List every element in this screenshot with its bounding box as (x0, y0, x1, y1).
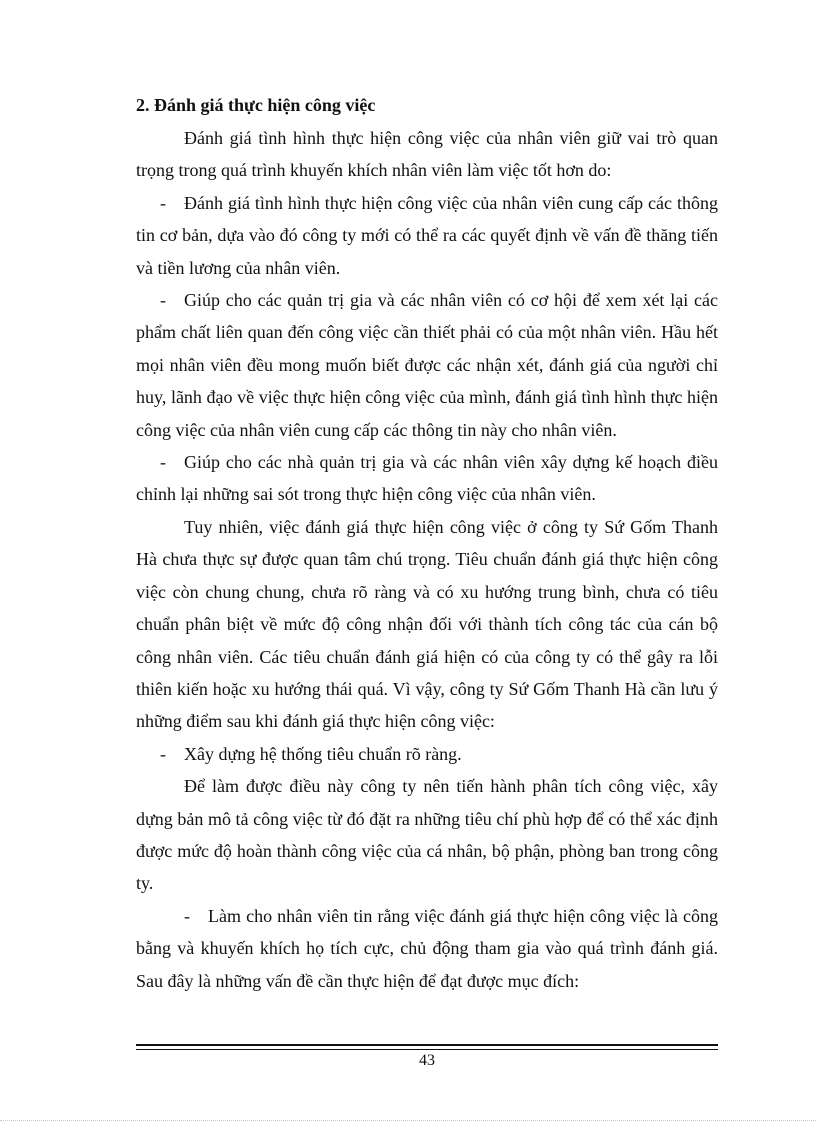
bullet-item (136, 187, 718, 284)
bullet-text: Xây dựng hệ thống tiêu chuẩn rõ ràng. (184, 743, 462, 764)
page-number: 43 (419, 1052, 435, 1069)
bullet-item (136, 446, 718, 511)
section-heading: 2. Đánh giá thực hiện công việc (136, 95, 376, 115)
bullet-dash: - (160, 743, 166, 764)
bullet-dash: - (160, 452, 166, 473)
bullet-text: Làm cho nhân viên tin rằng việc đánh giá thực hiện công việc là công bằng và khuyến khích họ tích cực, chủ động tham gia vào quá trình đánh giá. Sau đây là những vấn đề cần thực hiện để đạt được mục đích: (136, 905, 718, 991)
bullet-dash: - (160, 290, 166, 311)
bullet-text: Giúp cho các quản trị gia và các nhân viên có cơ hội để xem xét lại các phẩm chất liên quan đến công việc cần thiết phải có của một nhân viên. Hầu hết mọi nhân viên đều mong muốn biết được các nhận xét, đánh giá của người chỉ huy, lãnh đạo về việc thực hiện công việc của mình, đánh giá tình hình thực hiện công việc của nhân viên cung cấp các thông tin này cho nhân viên. (136, 290, 718, 440)
paragraph-body (136, 511, 718, 738)
paragraph-body (136, 770, 718, 900)
bullet-text: Đánh giá tình hình thực hiện công việc của nhân viên cung cấp các thông tin cơ bản, dựa vào đó công ty mới có thể ra các quyết định về vấn đề thăng tiến và tiền lương của nhân viên. (136, 192, 718, 278)
footer-double-rule (136, 1044, 718, 1050)
paragraph-text: Để làm được điều này công ty nên tiến hành phân tích công việc, xây dựng bản mô tả công việc từ đó đặt ra những tiêu chí phù hợp để có thể xác định được mức độ hoàn thành công việc của cá nhân, bộ phận, phòng ban trong công ty. (136, 776, 718, 894)
bullet-text: Giúp cho các nhà quản trị gia và các nhân viên xây dựng kế hoạch điều chỉnh lại những sai sót trong thực hiện công việc của nhân viên. (136, 452, 718, 505)
page-edge-divider (0, 1120, 816, 1121)
paragraph-text: Đánh giá tình hình thực hiện công việc của nhân viên giữ vai trò quan trọng trong quá trình khuyến khích nhân viên làm việc tốt hơn do: (136, 128, 718, 181)
bullet-item (136, 900, 718, 997)
bullet-dash: - (160, 192, 166, 213)
paragraph-text: Tuy nhiên, việc đánh giá thực hiện công việc ở công ty Sứ Gốm Thanh Hà chưa thực sự được quan tâm chú trọng. Tiêu chuẩn đánh giá thực hiện công việc còn chung chung, chưa rõ ràng và có xu hướng trung bình, chưa có tiêu chuẩn phân biệt về mức độ công nhận đối với thành tích công tác của cán bộ công nhân viên. Các tiêu chuẩn đánh giá hiện có của công ty có thể gây ra lỗi thiên kiến hoặc xu hướng thái quá. Vì vậy, công ty Sứ Gốm Thanh Hà cần lưu ý những điểm sau khi đánh giá thực hiện công việc: (136, 516, 718, 732)
bullet-dash: - (184, 905, 190, 926)
bullet-item (136, 738, 718, 770)
paragraph-intro (136, 122, 718, 187)
bullet-item (136, 284, 718, 446)
document-page (136, 89, 718, 997)
